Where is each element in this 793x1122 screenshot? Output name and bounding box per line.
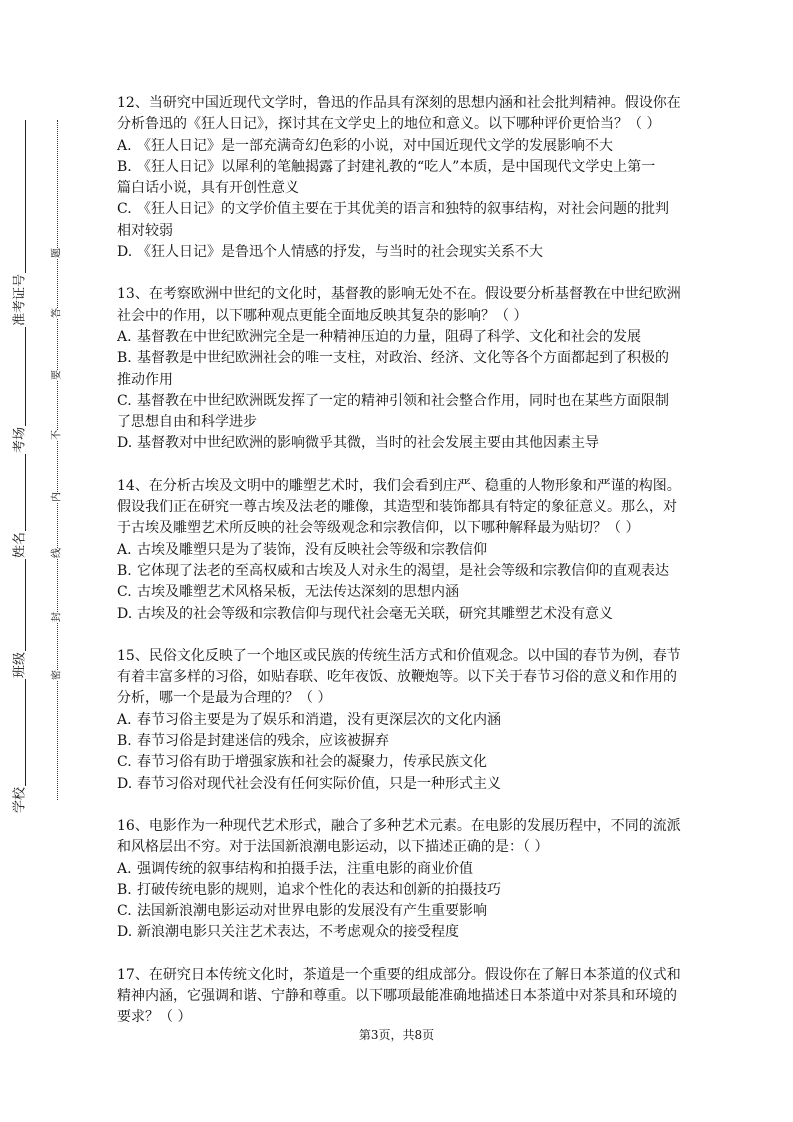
option-first-line bbox=[117, 859, 677, 880]
answer-option bbox=[117, 540, 677, 561]
option-text: 基督教是中世纪欧洲社会的唯一支柱，对政治、经济、文化等各个方面都起到了积极的 bbox=[137, 350, 669, 367]
option-text: 古埃及雕塑艺术风格呆板，无法传达深刻的思想内涵 bbox=[137, 584, 459, 601]
option-label: A. bbox=[117, 137, 132, 154]
answer-option bbox=[117, 136, 677, 157]
question-stem-line: 精神内涵，它强调和谐、宁静和尊重。以下哪项最能准确地描述日本茶道中对茶具和环境的 bbox=[117, 987, 677, 1004]
option-label: C. bbox=[117, 903, 132, 920]
option-text: 基督教在中世纪欧洲既发挥了一定的精神引领和社会整合作用，同时也在某些方面限制 bbox=[137, 392, 669, 409]
option-text: 《狂人日记》以犀利的笔触揭露了封建礼教的“吃人”本质，是中国现代文学史上第一 bbox=[137, 158, 656, 175]
option-first-line bbox=[117, 199, 677, 220]
option-label: A. bbox=[117, 328, 132, 345]
question-stem-line: 和风格层出不穷。对于法国新浪潮电影运动，以下描述正确的是：（ ） bbox=[117, 839, 549, 856]
seal-char: 内 bbox=[51, 492, 63, 502]
option-first-line bbox=[117, 604, 677, 625]
seal-char: 答 bbox=[51, 308, 63, 318]
option-label: B. bbox=[117, 158, 132, 175]
option-first-line bbox=[117, 582, 677, 603]
option-text: 《狂人日记》是鲁迅个人情感的抒发，与当时的社会现实关系不大 bbox=[137, 244, 543, 261]
option-label: D. bbox=[117, 775, 133, 792]
option-first-line bbox=[117, 922, 677, 943]
option-first-line bbox=[117, 136, 677, 157]
option-label: C. bbox=[117, 392, 132, 409]
option-continuation-line: 相对较弱 bbox=[117, 222, 173, 239]
question-stem-line: 13、在考察欧洲中世纪的文化时，基督教的影响无处不在。假设要分析基督教在中世纪欧洲 bbox=[117, 286, 681, 303]
question-item bbox=[117, 93, 681, 263]
option-first-line bbox=[117, 391, 677, 412]
option-continuation-line: 篇白话小说，具有开创性意义 bbox=[117, 180, 299, 197]
school-label: 学校 bbox=[9, 786, 28, 814]
seal-dotted-line bbox=[57, 120, 58, 800]
option-label: C. bbox=[117, 584, 132, 601]
answer-option bbox=[117, 604, 677, 625]
option-label: D. bbox=[117, 605, 133, 622]
option-label: D. bbox=[117, 244, 133, 261]
answer-option bbox=[117, 157, 677, 200]
option-label: C. bbox=[117, 201, 132, 218]
option-text: 强调传统的叙事结构和拍摄手法，注重电影的商业价值 bbox=[137, 860, 473, 877]
option-first-line bbox=[117, 242, 677, 263]
question-stem-line: 要求？（ ） bbox=[117, 1009, 192, 1026]
option-first-line bbox=[117, 752, 677, 773]
option-label: B. bbox=[117, 881, 132, 898]
option-text: 春节习俗是封建迷信的残余，应该被摒弃 bbox=[137, 733, 389, 750]
answer-option bbox=[117, 582, 677, 603]
option-first-line bbox=[117, 327, 677, 348]
binding-line bbox=[25, 120, 26, 800]
option-first-line bbox=[117, 880, 677, 901]
answer-option bbox=[117, 327, 677, 348]
option-first-line bbox=[117, 731, 677, 752]
option-text: 古埃及的社会等级和宗教信仰与现代社会毫无关联，研究其雕塑艺术没有意义 bbox=[137, 605, 613, 622]
question-stem-line: 于古埃及雕塑艺术所反映的社会等级观念和宗教信仰，以下哪种解释最为贴切？（ ） bbox=[117, 520, 640, 537]
answer-option bbox=[117, 433, 677, 454]
answer-option bbox=[117, 242, 677, 263]
answer-option bbox=[117, 710, 677, 731]
question-stem-line: 分析鲁迅的《狂人日记》，探讨其在文学史上的地位和意义。以下哪种评价更恰当？（ ） bbox=[117, 116, 661, 133]
question-stem-line: 分析，哪一个是最为合理的？（ ） bbox=[117, 690, 332, 707]
answer-option bbox=[117, 199, 677, 242]
option-text: 它体现了法老的至高权威和古埃及人对永生的渴望，是社会等级和宗教信仰的直观表达 bbox=[137, 562, 669, 579]
seal-char: 要 bbox=[51, 370, 63, 380]
option-text: 新浪潮电影只关注艺术表达，不考虑观众的接受程度 bbox=[137, 924, 459, 941]
class-label: 班级 bbox=[9, 651, 28, 679]
answer-option bbox=[117, 391, 677, 434]
option-first-line bbox=[117, 901, 677, 922]
option-first-line bbox=[117, 348, 677, 369]
seal-char: 不 bbox=[51, 430, 63, 440]
seal-char: 密 bbox=[51, 670, 63, 680]
option-text: 春节习俗对现代社会没有任何实际价值，只是一种形式主义 bbox=[137, 775, 501, 792]
option-label: A. bbox=[117, 541, 132, 558]
option-label: D. bbox=[117, 435, 133, 452]
option-continuation-line: 推动作用 bbox=[117, 371, 173, 388]
answer-option bbox=[117, 752, 677, 773]
name-label: 姓名 bbox=[9, 531, 28, 559]
question-stem-line: 社会中的作用，以下哪种观点更能全面地反映其复杂的影响？（ ） bbox=[117, 307, 528, 324]
answer-option bbox=[117, 561, 677, 582]
option-text: 春节习俗主要是为了娱乐和消遣，没有更深层次的文化内涵 bbox=[137, 711, 501, 728]
option-text: 《狂人日记》是一部充满奇幻色彩的小说，对中国近现代文学的发展影响不大 bbox=[137, 137, 613, 154]
option-text: 打破传统电影的规则，追求个性化的表达和创新的拍摄技巧 bbox=[137, 881, 501, 898]
question-stem-line: 有着丰富多样的习俗，如贴春联、吃年夜饭、放鞭炮等。以下关于春节习俗的意义和作用的 bbox=[117, 669, 677, 686]
option-text: 《狂人日记》的文学价值主要在于其优美的语言和独特的叙事结构，对社会问题的批判 bbox=[137, 201, 669, 218]
answer-option bbox=[117, 774, 677, 795]
question-item bbox=[117, 965, 681, 1029]
question-item bbox=[117, 646, 681, 795]
option-label: D. bbox=[117, 924, 133, 941]
answer-option bbox=[117, 859, 677, 880]
exam-room-label: 考场 bbox=[9, 426, 28, 454]
answer-option bbox=[117, 922, 677, 943]
option-first-line bbox=[117, 157, 677, 178]
option-text: 古埃及雕塑只是为了装饰，没有反映社会等级和宗教信仰 bbox=[137, 541, 487, 558]
option-text: 基督教在中世纪欧洲完全是一种精神压迫的力量，阻碍了科学、文化和社会的发展 bbox=[137, 328, 641, 345]
option-first-line bbox=[117, 540, 677, 561]
answer-option bbox=[117, 348, 677, 391]
option-label: A. bbox=[117, 860, 132, 877]
question-item bbox=[117, 476, 681, 625]
option-label: A. bbox=[117, 711, 132, 728]
question-list bbox=[117, 93, 681, 1050]
option-label: B. bbox=[117, 733, 132, 750]
option-first-line bbox=[117, 561, 677, 582]
option-label: B. bbox=[117, 350, 132, 367]
option-label: B. bbox=[117, 562, 132, 579]
option-text: 春节习俗有助于增强家族和社会的凝聚力，传承民族文化 bbox=[137, 754, 487, 771]
seal-char: 封 bbox=[51, 612, 63, 622]
option-label: C. bbox=[117, 754, 132, 771]
answer-option bbox=[117, 731, 677, 752]
answer-option bbox=[117, 901, 677, 922]
answer-option bbox=[117, 880, 677, 901]
seal-char: 线 bbox=[51, 548, 63, 558]
option-continuation-line: 了思想自由和科学进步 bbox=[117, 414, 257, 431]
page-number: 第3页，共8页 bbox=[358, 1028, 435, 1042]
option-text: 基督教对中世纪欧洲的影响微乎其微，当时的社会发展主要由其他因素主导 bbox=[137, 435, 599, 452]
question-item bbox=[117, 284, 681, 454]
question-stem-line: 15、民俗文化反映了一个地区或民族的传统生活方式和价值观念。以中国的春节为例，春节 bbox=[117, 647, 681, 664]
seal-char: 题 bbox=[51, 248, 63, 258]
question-stem-line: 12、当研究中国近现代文学时，鲁迅的作品具有深刻的思想内涵和社会批判精神。假设你在 bbox=[117, 95, 681, 111]
option-first-line bbox=[117, 774, 677, 795]
question-stem-line: 14、在分析古埃及文明中的雕塑艺术时，我们会看到庄严、稳重的人物形象和严谨的构图。 bbox=[117, 477, 681, 494]
question-stem-line: 假设我们正在研究一尊古埃及法老的雕像，其造型和装饰都具有特定的象征意义。那么，对 bbox=[117, 499, 677, 516]
question-item bbox=[117, 816, 681, 944]
option-first-line bbox=[117, 433, 677, 454]
option-text: 法国新浪潮电影运动对世界电影的发展没有产生重要影响 bbox=[137, 903, 487, 920]
question-stem-line: 16、电影作为一种现代艺术形式，融合了多种艺术元素。在电影的发展历程中，不同的流派 bbox=[117, 817, 681, 834]
question-stem-line: 17、在研究日本传统文化时，茶道是一个重要的组成部分。假设你在了解日本茶道的仪式和 bbox=[117, 966, 681, 983]
admission-number-label: 准考证号 bbox=[9, 273, 28, 327]
option-first-line bbox=[117, 710, 677, 731]
